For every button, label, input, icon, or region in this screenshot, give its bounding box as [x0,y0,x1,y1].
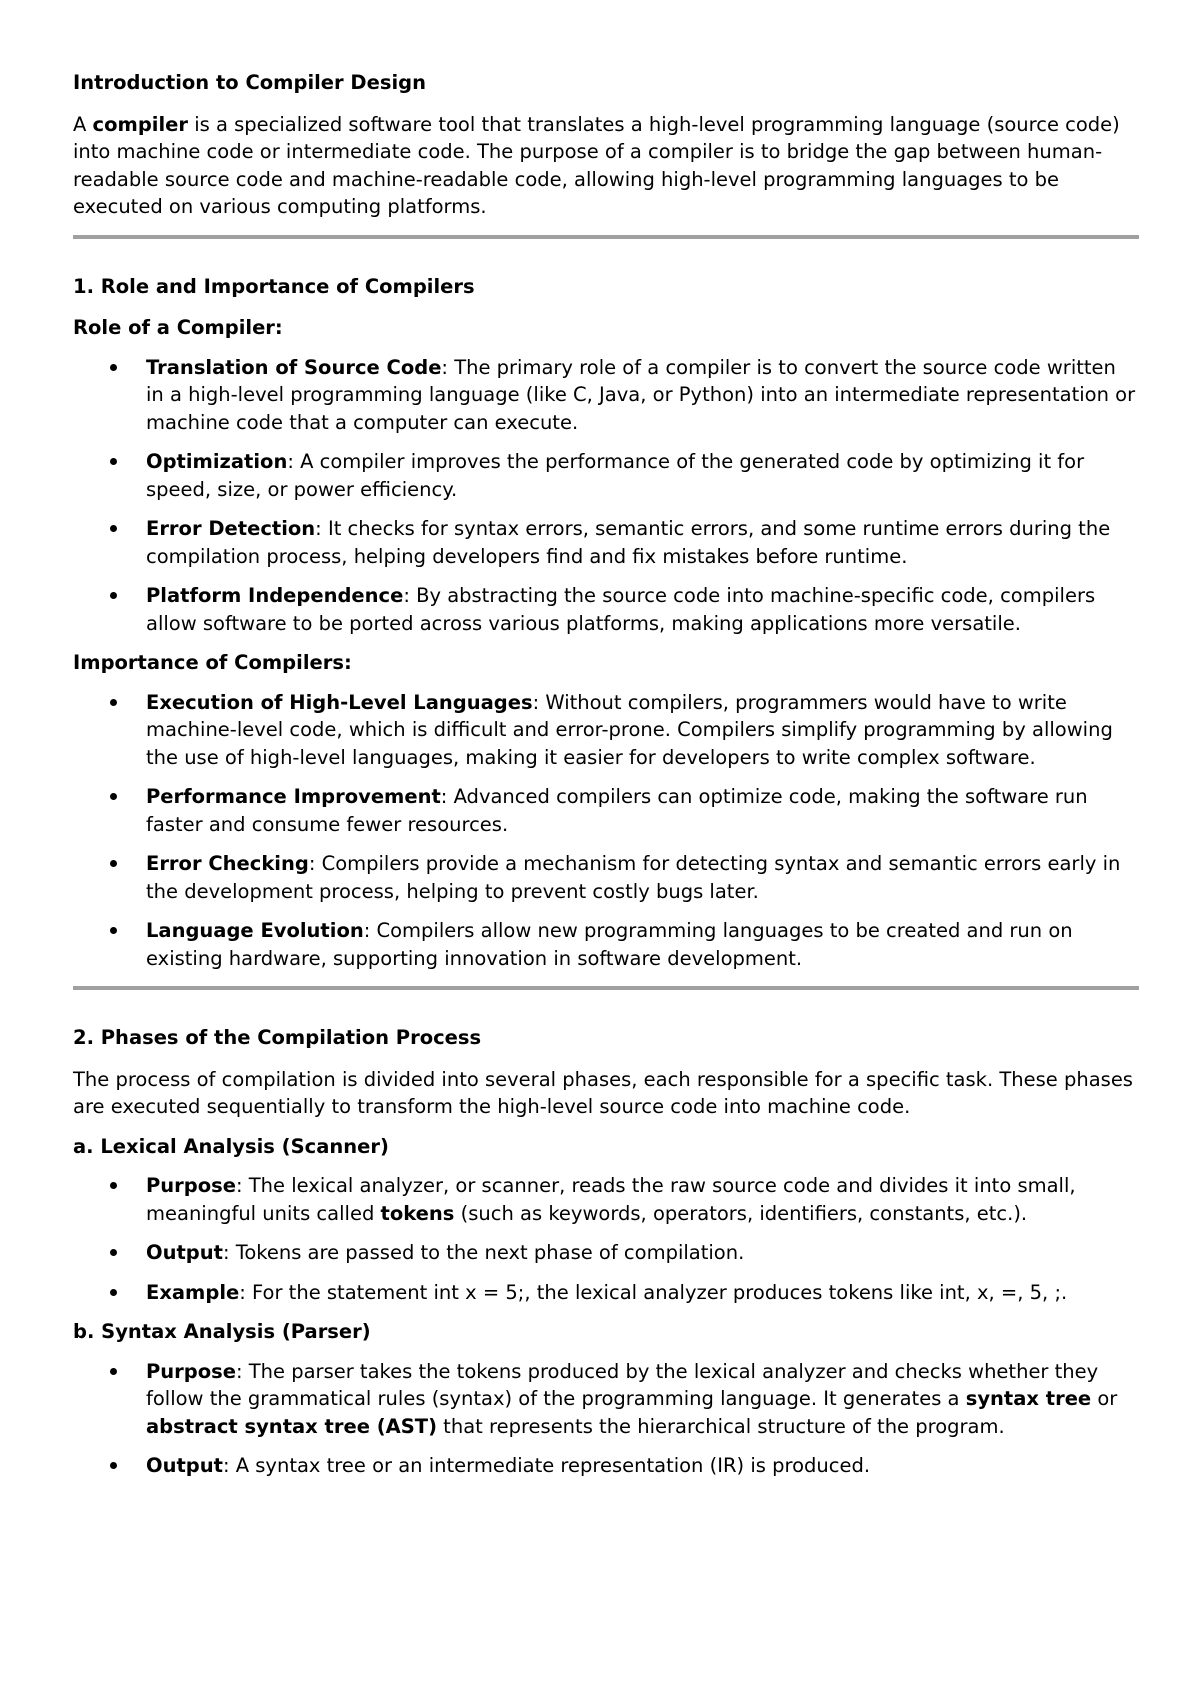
list-item-term: Error Checking [146,852,309,875]
divider [73,235,1139,239]
list-item [73,1239,1139,1267]
list-item-text: : Without compilers, programmers would have to write machine-level code, which is difficult and error-prone. Compilers simplify programming by allowing the use of high-level languages, making it easier for developers to write complex software. [146,690,1113,769]
list-item-text: : The lexical analyzer, or scanner, reads the raw source code and divides it into small, meaningful units called [146,1174,1076,1225]
intro-text-a: A [73,112,93,136]
list-item-term: Error Detection [146,517,316,540]
lexical-list [73,1172,1139,1306]
list-item-term: Purpose [146,1174,236,1197]
list-item-term: Translation of Source Code [146,355,442,379]
list-item-term: Platform Independence [146,584,404,607]
list-item-term: Performance Improvement [146,785,441,808]
list-item-term: Output [146,1241,223,1264]
intro-text-c: is a specialized software tool that translates a high-level programming language (source code) into machine code or intermediate code. The purpose of a compiler is to bridge the gap between human-readable source code and machine-readable code, allowing high-level programming languages to be executed on various computing platforms. [73,112,1120,218]
section1-heading: 1. Role and Importance of Compilers [73,274,475,298]
list-item-text: : The parser takes the tokens produced by the lexical analyzer and checks whether they follow the grammatical rules (syntax) of the programming language. It generates a [146,1359,1099,1410]
importance-heading: Importance of Compilers: [73,651,352,674]
bullet-icon [110,525,117,532]
bullet-icon [110,1462,117,1469]
bullet-icon [110,592,117,599]
list-item-term: Purpose [146,1359,236,1383]
bullet-icon [110,927,117,934]
list-item-text: : A syntax tree or an intermediate representation (IR) is produced. [222,1454,871,1477]
bullet-icon [110,699,117,706]
section2-heading: 2. Phases of the Compilation Process [73,1026,482,1049]
bullet-icon [110,364,117,371]
list-item [73,354,1139,437]
list-item [73,515,1139,570]
term-ast: abstract syntax tree (AST) [146,1414,437,1438]
list-item [73,850,1139,905]
document-page [73,69,1139,1480]
list-item [73,1172,1139,1227]
intro-paragraph [73,111,1139,221]
list-item-text: : Advanced compilers can optimize code, making the software run faster and consume fewer resources. [146,785,1088,836]
role-heading: Role of a Compiler: [73,316,283,339]
list-item-text: or [1091,1387,1118,1410]
list-item-text: : The primary role of a compiler is to convert the source code written in a high-level programming language (like C, Java, or Python) into an intermediate representation or machine code that a computer can execute. [146,355,1136,434]
syntax-heading: b. Syntax Analysis (Parser) [73,1320,371,1343]
bullet-icon [110,458,117,465]
bullet-icon [110,1368,117,1375]
list-item-text: : It checks for syntax errors, semantic errors, and some runtime errors during the compilation process, helping developers find and fix mistakes before runtime. [146,517,1111,568]
intro-term-compiler: compiler [92,112,188,136]
list-item-text: : A compiler improves the performance of the generated code by optimizing it for speed, size, or power efficiency. [146,450,1085,501]
bullet-icon [110,1249,117,1256]
list-item [73,689,1139,772]
list-item [73,917,1139,972]
term-tokens: tokens [380,1201,455,1225]
section2-intro: The process of compilation is divided into several phases, each responsible for a specific task. These phases are executed sequentially to transform the high-level source code into machine code. [73,1067,1133,1118]
document-title: Introduction to Compiler Design [73,71,426,94]
list-item-text: : Compilers provide a mechanism for detecting syntax and semantic errors early in the development process, helping to prevent costly bugs later. [146,852,1121,903]
list-item [73,582,1139,637]
role-list [73,354,1139,638]
list-item [73,783,1139,838]
list-item [73,1279,1139,1307]
list-item-text: : For the statement int x = 5;, the lexical analyzer produces tokens like int, x, =, 5, ;. [239,1280,1068,1304]
list-item-text: : Compilers allow new programming languages to be created and run on existing hardware, supporting innovation in software development. [146,919,1073,970]
list-item-text: : Tokens are passed to the next phase of compilation. [222,1241,745,1264]
list-item-term: Execution of High-Level Languages [146,690,533,714]
list-item [73,1452,1139,1480]
bullet-icon [110,860,117,867]
list-item-text: : By abstracting the source code into machine-specific code, compilers allow software to be ported across various platforms, making applications more versatile. [146,584,1096,635]
bullet-icon [110,1289,117,1296]
list-item-term: Optimization [146,450,288,473]
list-item-term: Language Evolution [146,919,364,942]
divider [73,986,1139,990]
term-syntax-tree: syntax tree [965,1387,1092,1410]
list-item-term: Output [146,1454,223,1477]
list-item-text: that represents the hierarchical structure of the program. [436,1414,1005,1438]
syntax-list [73,1358,1139,1480]
importance-list [73,689,1139,973]
bullet-icon [110,1182,117,1189]
list-item-term: Example [146,1280,240,1304]
list-item [73,1358,1139,1441]
list-item [73,448,1139,503]
list-item-text: (such as keywords, operators, identifiers, constants, etc.). [454,1201,1028,1225]
lexical-heading: a. Lexical Analysis (Scanner) [73,1134,389,1158]
bullet-icon [110,793,117,800]
